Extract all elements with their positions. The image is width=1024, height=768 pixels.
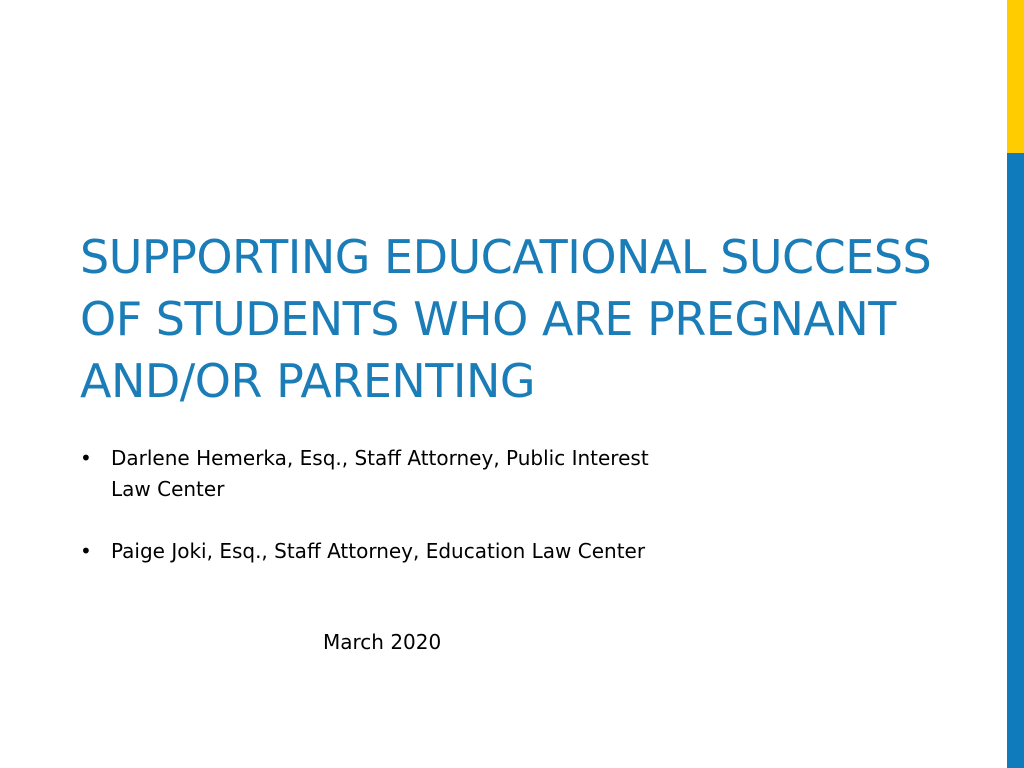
accent-bar-yellow xyxy=(1007,0,1024,153)
presentation-date: March 2020 xyxy=(323,630,442,654)
bullet-icon: • xyxy=(80,539,92,563)
bullet-icon: • xyxy=(80,446,92,470)
slide-title: SUPPORTING EDUCATIONAL SUCCESS OF STUDENTS WHO ARE PREGNANT AND/OR PARENTING xyxy=(80,230,932,408)
presenter-item xyxy=(80,536,680,567)
presenter-list xyxy=(80,443,680,598)
presenter-text: Paige Joki, Esq., Staff Attorney, Education Law Center xyxy=(111,539,646,563)
accent-bar-blue xyxy=(1007,153,1024,768)
presenter-item xyxy=(80,443,680,505)
presenter-text: Darlene Hemerka, Esq., Staff Attorney, Public Interest Law Center xyxy=(111,446,649,501)
